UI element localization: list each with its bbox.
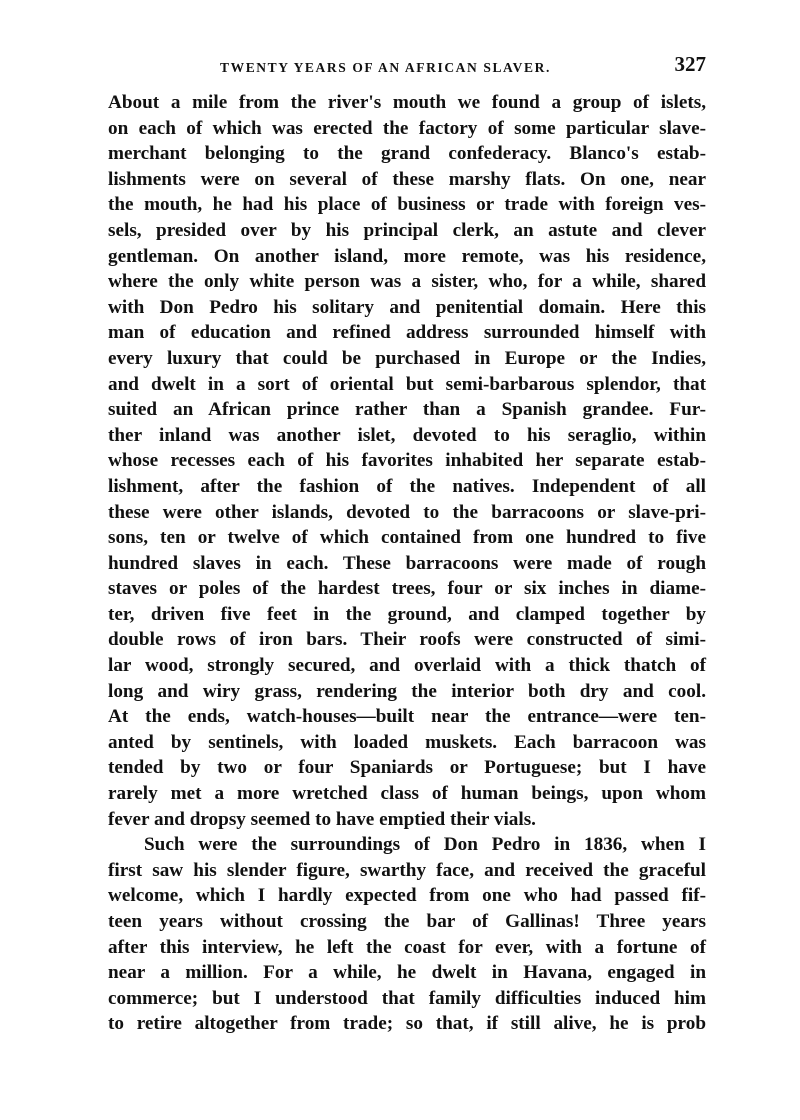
running-title: TWENTY YEARS OF AN AFRICAN SLAVER.	[220, 60, 551, 75]
text-line: lishment, after the fashion of the natives. Independent of all	[108, 475, 706, 497]
text-line: man of education and refined address surrounded himself with	[108, 322, 706, 344]
text-line: on each of which was erected the factory of some particular slave-	[108, 117, 706, 139]
text-line: where the only white person was a sister, who, for a while, shared	[108, 271, 706, 293]
text-line: double rows of iron bars. Their roofs were constructed of simi-	[108, 629, 706, 651]
text-line: after this interview, he left the coast for ever, with a fortune of	[108, 936, 706, 958]
text-line: near a million. For a while, he dwelt in Havana, engaged in	[108, 962, 706, 984]
text-line: these were other islands, devoted to the barracoons or slave-pri-	[108, 501, 706, 523]
text-line: ther inland was another islet, devoted to his seraglio, within	[108, 424, 706, 446]
text-line: every luxury that could be purchased in Europe or the Indies,	[108, 347, 706, 369]
text-line: commerce; but I understood that family difficulties induced him	[108, 987, 706, 1009]
text-line: sons, ten or twelve of which contained from one hundred to five	[108, 527, 706, 549]
text-line: Such were the surroundings of Don Pedro in 1836, when I	[144, 834, 706, 856]
text-line: staves or poles of the hardest trees, four or six inches in diame-	[108, 578, 706, 600]
text-line: fever and dropsy seemed to have emptied their vials.	[108, 808, 536, 830]
body-text	[108, 90, 706, 1037]
text-line: At the ends, watch-houses—built near the entrance—were ten-	[108, 706, 706, 728]
text-line: rarely met a more wretched class of human beings, upon whom	[108, 783, 706, 805]
text-line: lar wood, strongly secured, and overlaid with a thick thatch of	[108, 655, 706, 677]
text-line: merchant belonging to the grand confederacy. Blanco's estab-	[108, 143, 706, 165]
text-line: whose recesses each of his favorites inhabited her separate estab-	[108, 450, 706, 472]
text-line: gentleman. On another island, more remote, was his residence,	[108, 245, 706, 267]
text-line: sels, presided over by his principal clerk, an astute and clever	[108, 219, 706, 241]
text-line: hundred slaves in each. These barracoons were made of rough	[108, 552, 706, 574]
text-line: anted by sentinels, with loaded muskets. Each barracoon was	[108, 731, 706, 753]
text-line: lishments were on several of these marshy flats. On one, near	[108, 168, 706, 190]
text-line: to retire altogether from trade; so that, if still alive, he is prob	[108, 1013, 706, 1035]
text-line: welcome, which I hardly expected from one who had passed fif-	[108, 885, 706, 907]
running-head	[108, 52, 708, 82]
text-line: About a mile from the river's mouth we found a group of islets,	[108, 92, 706, 113]
text-line: the mouth, he had his place of business or trade with foreign ves-	[108, 194, 706, 216]
text-line: tended by two or four Spaniards or Portuguese; but I have	[108, 757, 706, 779]
text-line: suited an African prince rather than a Spanish grandee. Fur-	[108, 399, 706, 421]
text-line: ter, driven five feet in the ground, and clamped together by	[108, 603, 706, 625]
text-line: first saw his slender figure, swarthy face, and received the graceful	[108, 859, 706, 881]
text-line: teen years without crossing the bar of Gallinas! Three years	[108, 911, 706, 932]
text-line: and dwelt in a sort of oriental but semi-barbarous splendor, that	[108, 373, 706, 395]
page-number: 327	[674, 52, 706, 76]
text-line: long and wiry grass, rendering the interior both dry and cool.	[108, 680, 706, 702]
text-line: with Don Pedro his solitary and penitential domain. Here this	[108, 296, 706, 318]
